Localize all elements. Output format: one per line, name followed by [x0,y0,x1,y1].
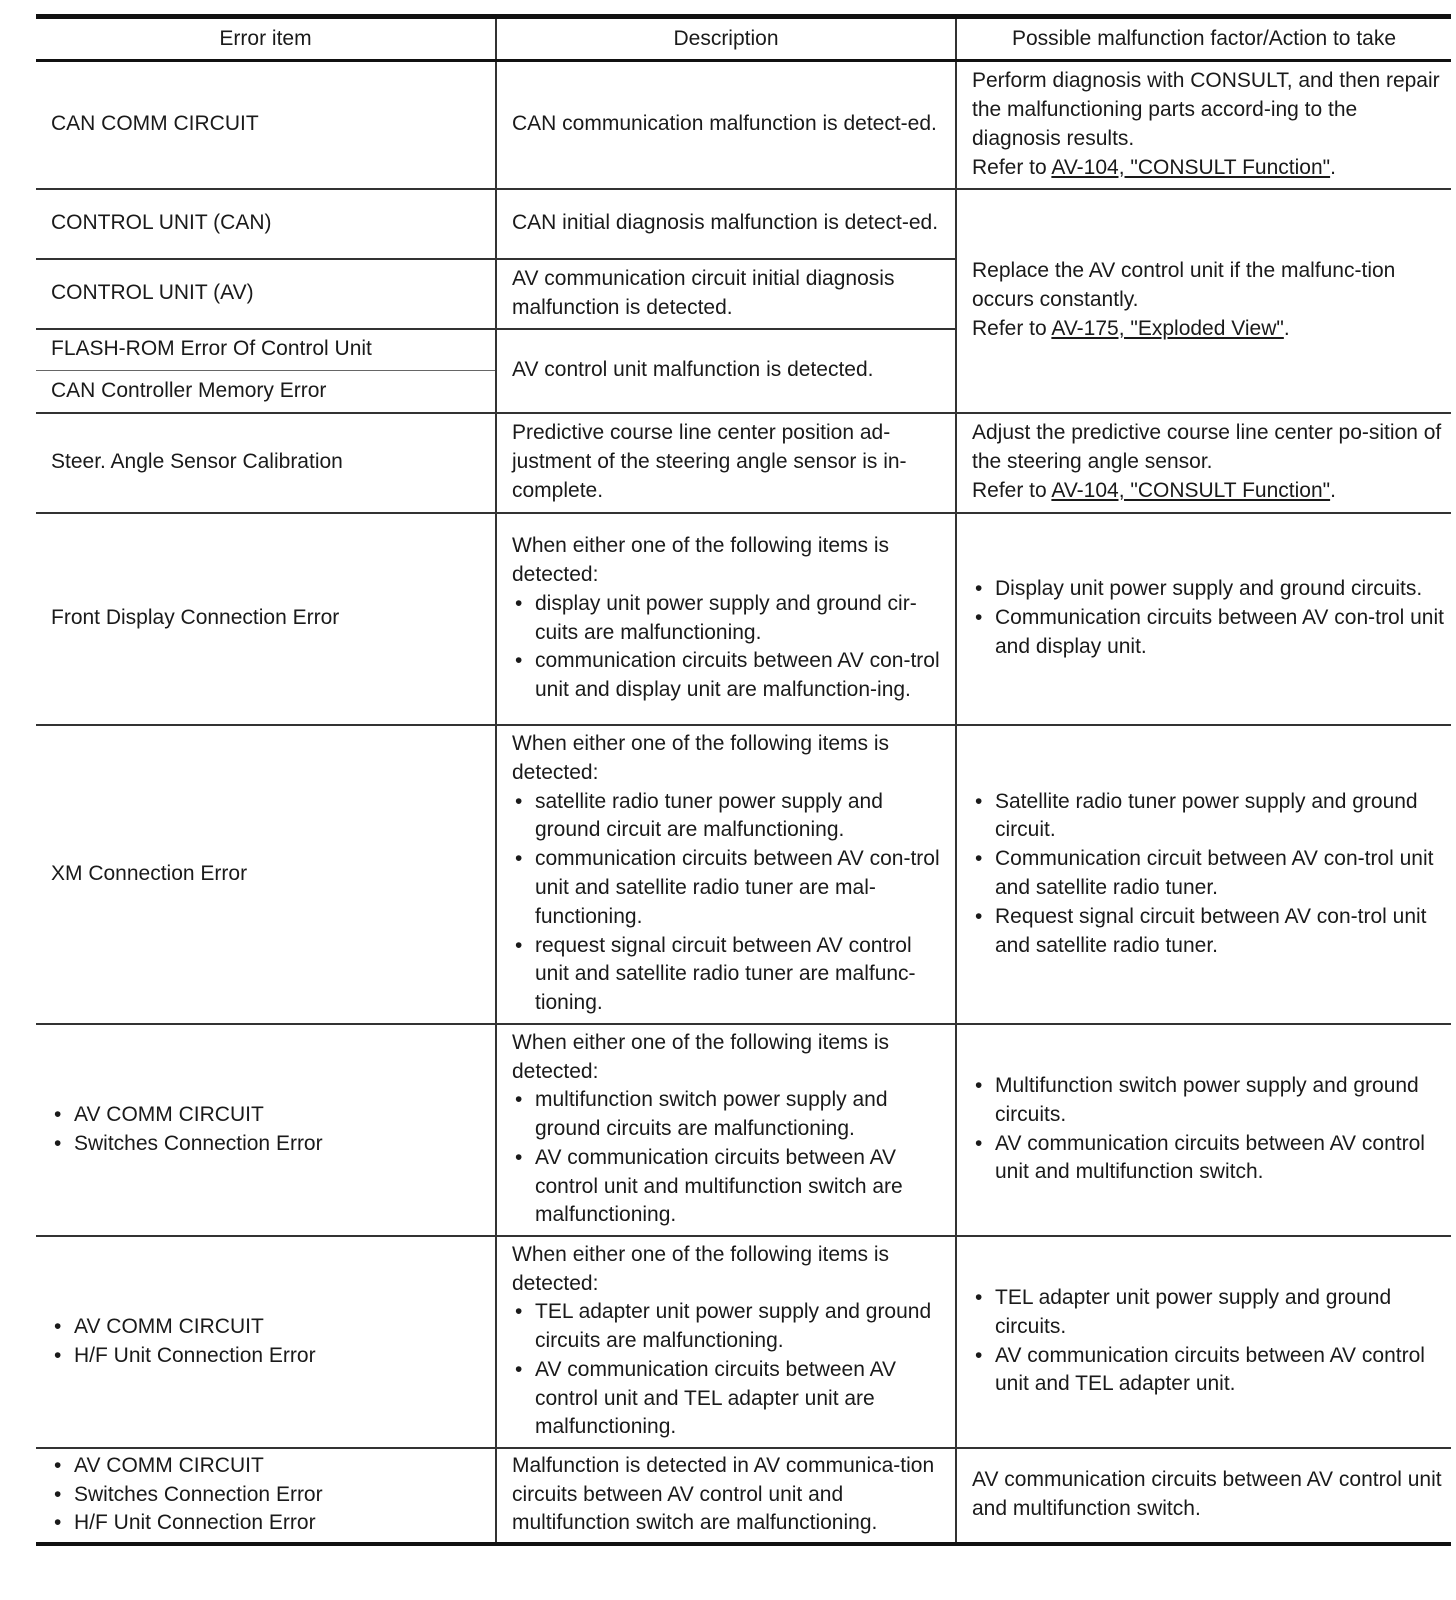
list-item: • AV COMM CIRCUIT [51,1452,485,1481]
error-item-list [51,1452,485,1538]
description-list [512,590,945,705]
description-cell [496,1024,956,1236]
list-item: • Display unit power supply and ground circuits. [972,575,1445,604]
list-item: • Satellite radio tuner power supply and ground circuit. [972,788,1445,846]
header-action: Possible malfunction factor/Action to take [956,17,1451,61]
list-item: • AV communication circuits between AV control unit and multifunction switch. [972,1130,1445,1188]
table-row [36,513,1451,725]
action-cell [956,413,1451,513]
error-item-table [36,14,1451,1546]
error-item-cell [36,1448,496,1544]
list-item: • Switches Connection Error [51,1130,485,1159]
action-list [972,1284,1445,1399]
error-item-list [51,1313,485,1371]
refer-prefix: Refer to [972,316,1052,340]
list-item: • Communication circuit between AV con-trol unit and satellite radio tuner. [972,845,1445,903]
action-cell [956,61,1451,189]
header-row [36,17,1451,61]
table-row [36,1236,1451,1448]
table-row [36,189,1451,259]
action-text: Replace the AV control unit if the malfunc-tion occurs constantly. [972,259,1396,312]
action-cell: AV communication circuits between AV control unit and multifunction switch. [956,1448,1451,1544]
error-item-cell: CONTROL UNIT (CAN) [36,189,496,259]
refer-prefix: Refer to [972,478,1052,502]
description-cell: Malfunction is detected in AV communica-tion circuits between AV control unit and multifunction switch are malfunctioning. [496,1448,956,1544]
description-cell: AV communication circuit initial diagnosis malfunction is detected. [496,259,956,329]
list-item: • AV COMM CIRCUIT [51,1101,485,1130]
action-list [972,788,1445,961]
description-cell: CAN communication malfunction is detect-ed. [496,61,956,189]
table-row [36,413,1451,513]
action-text: Perform diagnosis with CONSULT, and then repair the malfunctioning parts accord-ing to the diagnosis results. [972,69,1440,150]
action-cell [956,1236,1451,1448]
list-item: • satellite radio tuner power supply and ground circuit are malfunctioning. [512,788,945,846]
description-intro: When either one of the following items is detected: [512,534,890,586]
list-item: • Communication circuits between AV con-trol unit and display unit. [972,604,1445,662]
description-cell [496,513,956,725]
refer-suffix: . [1330,155,1336,179]
table-row [36,725,1451,1024]
refer-prefix: Refer to [972,155,1052,179]
table-row [36,1024,1451,1236]
action-cell [956,189,1451,413]
header-description: Description [496,17,956,61]
list-item: • AV COMM CIRCUIT [51,1313,485,1342]
list-item: • H/F Unit Connection Error [51,1509,485,1538]
error-item-cell: XM Connection Error [36,725,496,1024]
list-item: • AV communication circuits between AV control unit and TEL adapter unit are malfunctioning. [512,1356,945,1442]
refer-suffix: . [1283,316,1290,340]
description-cell [496,1236,956,1448]
description-cell: CAN initial diagnosis malfunction is detect-ed. [496,189,956,259]
list-item: • Switches Connection Error [51,1481,485,1510]
action-list [972,1072,1445,1187]
list-item: • Multifunction switch power supply and ground circuits. [972,1072,1445,1130]
list-item: • communication circuits between AV con-trol unit and display unit are malfunction-ing. [512,647,945,705]
reference-link[interactable]: AV-175, "Exploded View" [1051,316,1284,340]
error-item-cell: CAN COMM CIRCUIT [36,61,496,189]
description-intro: When either one of the following items is detected: [512,1030,890,1083]
reference-link[interactable]: AV-104, "CONSULT Function" [1051,155,1331,179]
refer-line [972,315,1445,344]
list-item: • AV communication circuits between AV control unit and multifunction switch are malfunctioning. [512,1144,945,1230]
description-list [512,1086,945,1230]
error-item-cell: CAN Controller Memory Error [36,371,496,413]
list-item: • AV communication circuits between AV control unit and TEL adapter unit. [972,1342,1445,1400]
error-item-list [51,1101,485,1159]
refer-line [972,154,1445,183]
description-list [512,1298,945,1442]
table-row [36,1448,1451,1544]
description-cell: Predictive course line center position ad-justment of the steering angle sensor is in-complete. [496,413,956,513]
refer-suffix: . [1330,478,1336,502]
list-item: • TEL adapter unit power supply and ground circuits are malfunctioning. [512,1298,945,1356]
description-cell [496,725,956,1024]
error-item-cell: CONTROL UNIT (AV) [36,259,496,329]
error-item-cell [36,1024,496,1236]
reference-link[interactable]: AV-104, "CONSULT Function" [1051,478,1331,502]
action-cell [956,513,1451,725]
list-item: • request signal circuit between AV control unit and satellite radio tuner are malfunc-tioning. [512,932,945,1018]
action-cell [956,725,1451,1024]
error-item-cell: Front Display Connection Error [36,513,496,725]
error-item-cell [36,1236,496,1448]
list-item: • Request signal circuit between AV con-trol unit and satellite radio tuner. [972,903,1445,961]
header-error-item: Error item [36,17,496,61]
description-cell: AV control unit malfunction is detected. [496,329,956,413]
action-text: Adjust the predictive course line center po-sition of the steering angle sensor. [972,421,1442,474]
action-list [972,575,1445,661]
list-item: • display unit power supply and ground cir-cuits are malfunctioning. [512,590,945,648]
error-item-cell: Steer. Angle Sensor Calibration [36,413,496,513]
description-intro: When either one of the following items is detected: [512,732,890,784]
list-item: • TEL adapter unit power supply and ground circuits. [972,1284,1445,1342]
description-list [512,788,945,1018]
action-cell [956,1024,1451,1236]
description-intro: When either one of the following items is detected: [512,1242,890,1295]
refer-line [972,477,1445,506]
list-item: • H/F Unit Connection Error [51,1342,485,1371]
list-item: • multifunction switch power supply and ground circuits are malfunctioning. [512,1086,945,1144]
error-item-cell: FLASH-ROM Error Of Control Unit [36,329,496,371]
table-row [36,61,1451,189]
list-item: • communication circuits between AV con-trol unit and satellite radio tuner are mal-functioning. [512,845,945,931]
